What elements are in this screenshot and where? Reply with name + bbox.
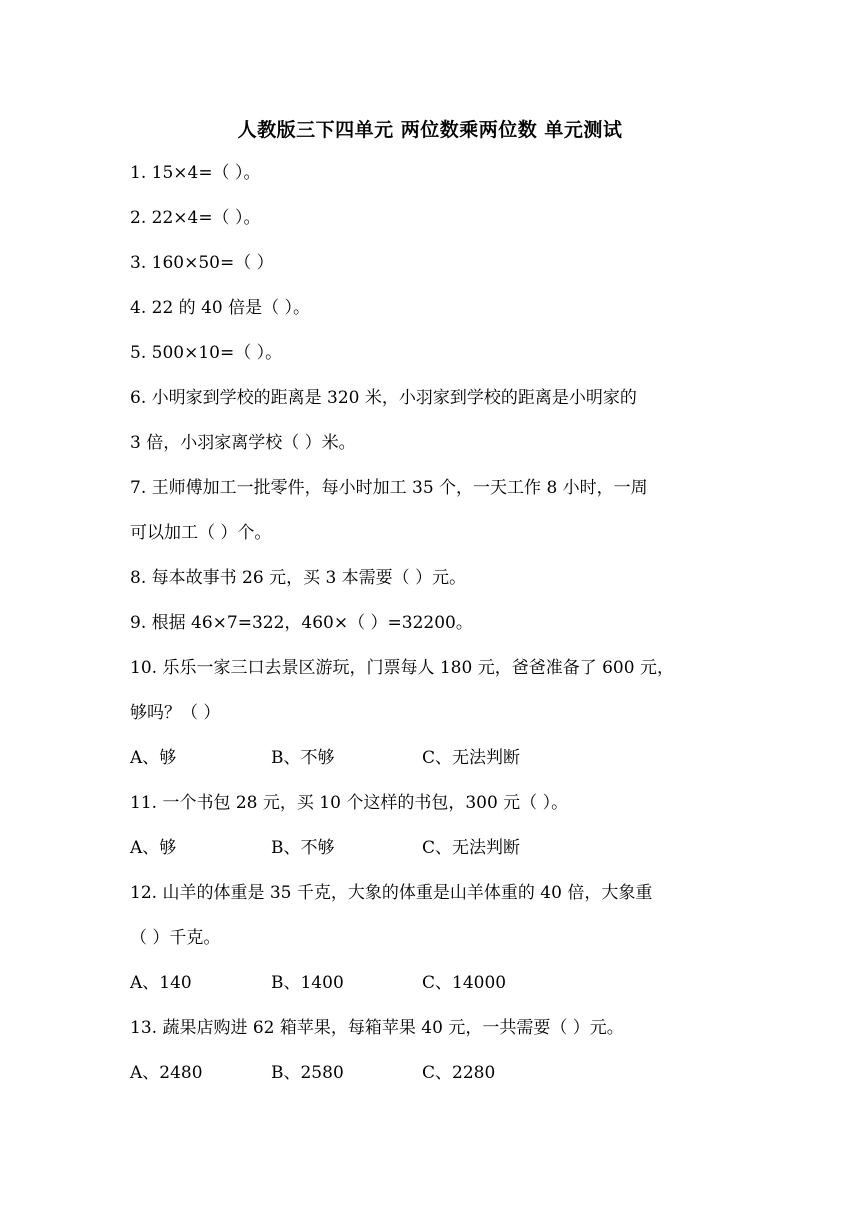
option-b: B、不够 [271,838,335,858]
question-3: 3. 160×50=（ ） [130,253,274,273]
question-2: 2. 22×4=（ ）。 [130,208,261,228]
question-1: 1. 15×4=（ ）。 [130,163,261,183]
option-b: B、1400 [271,973,344,993]
question-13: 13. 蔬果店购进 62 箱苹果，每箱苹果 40 元，一共需要（ ）元。 [130,1018,624,1038]
page-title: 人教版三下四单元 两位数乘两位数 单元测试 [237,119,623,141]
question-7-line-1: 7. 王师傅加工一批零件，每小时加工 35 个，一天工作 8 小时，一周 [130,478,648,498]
question-11: 11. 一个书包 28 元，买 10 个这样的书包，300 元（ ）。 [130,793,569,813]
question-10-line-2: 够吗？（ ） [130,703,221,723]
question-6-line-2: 3 倍，小羽家离学校（ ）米。 [130,433,356,453]
option-a: A、够 [130,838,177,858]
option-c: C、14000 [422,973,507,993]
option-c: C、无法判断 [422,838,521,858]
option-a: A、140 [130,973,192,993]
question-6-line-1: 6. 小明家到学校的距离是 320 米，小羽家到学校的距离是小明家的 [130,388,637,408]
question-10-line-1: 10. 乐乐一家三口去景区游玩，门票每人 180 元，爸爸准备了 600 元， [130,658,674,678]
question-12-line-2: （ ）千克。 [130,928,221,948]
option-c: C、2280 [422,1063,496,1083]
option-a: A、2480 [130,1063,203,1083]
question-7-line-2: 可以加工（ ）个。 [130,523,272,543]
question-12-line-1: 12. 山羊的体重是 35 千克，大象的体重是山羊体重的 40 倍，大象重 [130,883,653,903]
question-5: 5. 500×10=（ ）。 [130,343,283,363]
question-4: 4. 22 的 40 倍是（ ）。 [130,298,311,318]
question-9: 9. 根据 46×7=322，460×（ ）=32200。 [130,613,473,633]
option-c: C、无法判断 [422,748,521,768]
option-b: B、2580 [271,1063,344,1083]
question-8: 8. 每本故事书 26 元，买 3 本需要（ ）元。 [130,568,467,588]
option-a: A、够 [130,748,177,768]
option-b: B、不够 [271,748,335,768]
